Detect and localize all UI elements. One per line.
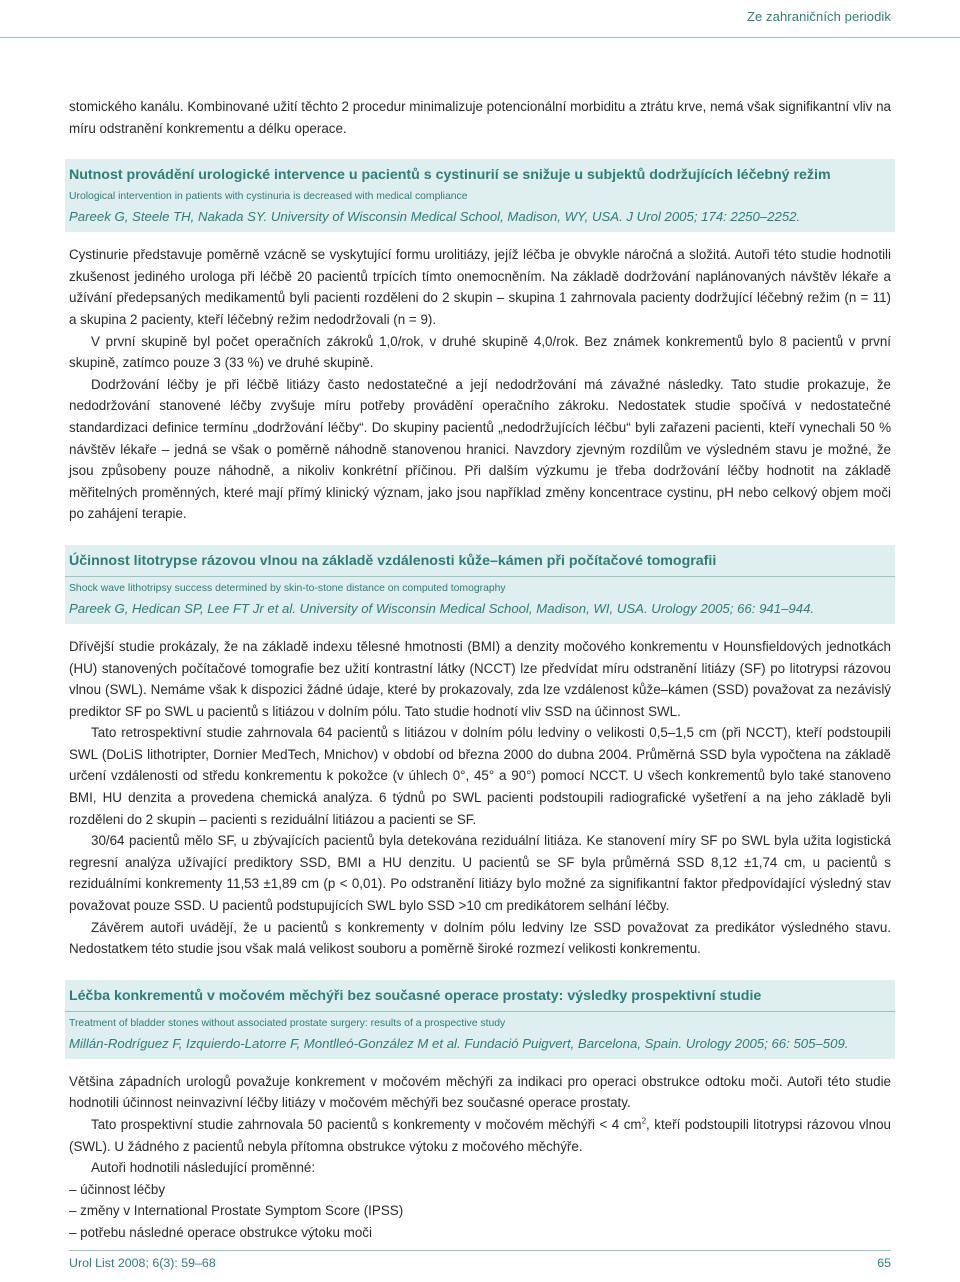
list-item: – potřebu následné operace obstrukce výtoku moči xyxy=(69,1224,372,1240)
article-2-paragraph: Tato retrospektivní studie zahrnovala 64 pacientů s litiázou v dolním pólu ledviny o velikosti 0,5–1,5 cm (při NCCT), kteří podstoupili SWL (DoLiS lithotripter, Dornier MedTech, Mnichov) v období od března 2000 do dubna 2004. Průměrná SSD byla vypočtena na základě určení vzdálenosti od středu konkrementu k pokožce (v úhlech 0°, 45° a 90°) pomocí NCCT. U všech konkrementů bylo také stanoveno BMI, HU denzita a provedena chemická analýza. 6 týdnů po SWL pacienti podstoupili radiografické vyšetření a na jeho základě byli rozděleni do 2 skupin – pacienti s reziduální litiázou a pacienti se SF. xyxy=(69,725,891,827)
article-1-subtitle: Urological intervention in patients with cystinuria is decreased with medical compliance xyxy=(69,191,468,203)
page-content xyxy=(69,96,891,1244)
page-number: 65 xyxy=(877,1256,891,1270)
article-3-header-box xyxy=(65,980,895,1059)
article-2-citation: Pareek G, Hedican SP, Lee FT Jr et al. University of Wisconsin Medical School, Madison, WI, USA. Urology 2005; 66: 941–944. xyxy=(69,600,815,616)
intro-paragraph: stomického kanálu. Kombinované užití těchto 2 procedur minimalizuje potencionální morbiditu a ztrátu krve, nemá však signifikantní vliv na míru odstranění konkrementu a délku operace. xyxy=(69,99,891,136)
article-2-paragraph: Závěrem autoři uvádějí, že u pacientů s konkrementy v dolním pólu ledviny lze SSD považovat za predikátor výsledného stavu. Nedostatkem této studie jsou však malá velikost souboru a poměrně široké rozmezí velikosti konkrementu. xyxy=(69,919,891,957)
list-item: – změny v International Prostate Symptom Score (IPSS) xyxy=(69,1203,404,1219)
article-1-paragraph: Dodržování léčby je při léčbě litiázy často nedostatečné a její nedodržování má závažné následky. Tato studie prokazuje, že nedodržování stanovené léčby zvyšuje míru potřeby provádění operačního zákroku. Nedostatek studie spočívá v nedostatečné standardizaci definice termínu „dodržování léčby“. Do skupiny pacientů „nedodržujících léčbu“ byli zařazeni pacienti, kteří vynechali 50 % návštěv lékaře – jedná se však o poměrně náhodně stanovenou hranici. Navzdory zjevným rozdílům ve výsledném stavu je možné, že jsou způsobeny pouze náhodně, a nikoliv konkrétní příčinou. Při dalším výzkumu je třeba dodržování léčby hodnotit na základě měřitelných proměnných, které mají přímý klinický význam, jako jsou například změny koncentrace cystinu, pH nebo celkový objem moči po zahájení terapie. xyxy=(69,376,891,522)
article-3-citation: Millán-Rodríguez F, Izquierdo-Latorre F, Montlleó-González M et al. Fundació Puigvert, Barcelona, Spain. Urology 2005; 66: 505–509. xyxy=(69,1035,849,1051)
article-1-paragraph: V první skupině byl počet operačních zákroků 1,0/rok, v druhé skupině 4,0/rok. Bez známek konkrementů bylo 8 pacientů v první skupině, zatímco pouze 3 (33 %) ve druhé skupině. xyxy=(69,333,891,371)
article-3-paragraph xyxy=(69,1114,891,1157)
article-2-paragraph: 30/64 pacientů mělo SF, u zbývajících pacientů byla detekována reziduální litiáza. Ke stanovení míry SF po SWL byla užita logistická regresní analýza užívající prediktory SSD, BMI a HU denzitu. U pacientů se SF byla průměrná SSD 8,12 ±1,74 cm, u pacientů s reziduálními konkrementy 11,53 ±1,89 cm (p < 0,01). Po odstranění litiázy bylo možné za signifikantní faktor předpovídající výsledný stav považovat pouze SSD. U pacientů podstupujících SWL bylo SSD >10 cm predikátorem selhání léčby. xyxy=(69,833,891,914)
list-item: – účinnost léčby xyxy=(69,1181,166,1197)
article-2-subtitle: Shock wave lithotripsy success determined by skin-to-stone distance on computed tomography xyxy=(69,582,506,594)
article-3-text: Tato prospektivní studie zahrnovala 50 pacientů s konkrementy v močovém měchýři < 4 cm xyxy=(91,1117,642,1132)
running-header: Ze zahraničních periodik xyxy=(746,9,891,24)
article-1-header-box xyxy=(65,159,895,232)
article-1-title: Nutnost provádění urologické intervence u pacientů s cystinurií se snižuje u subjektů dodržujících léčebný režim xyxy=(69,167,831,184)
footer-divider xyxy=(69,1250,891,1251)
article-3-subtitle: Treatment of bladder stones without associated prostate surgery: results of a prospective study xyxy=(69,1017,506,1029)
footer-journal: Urol List 2008; 6(3): 59–68 xyxy=(69,1256,216,1270)
article-2-paragraph: Dřívější studie prokázaly, že na základě indexu tělesné hmotnosti (BMI) a denzity močového konkrementu v Hounsfieldových jednotkách (HU) stanovených počítačové tomografie bez užití kontrastní látky (NCCT) lze předvídat míru odstranění litiázy (SF) po litotrypsi rázovou vlnou (SWL). Nemáme však k dispozici žádné údaje, které by prokazovaly, zda lze vzdálenost kůže–kámen (SSD) považovat za nezávislý prediktor SF po SWL u pacientů s litiázou v dolním pólu. Tato studie hodnotí vliv SSD na účinnost SWL. xyxy=(69,638,891,719)
article-3-text: , kteří podstoupili litotrypsi rázovou vlnou (SWL). U žádného z pacientů nebyla přítomna obstrukce výtoku z močového měchýře. xyxy=(69,1117,891,1154)
article-1-citation: Pareek G, Steele TH, Nakada SY. University of Wisconsin Medical School, Madison, WY, USA. J Urol 2005; 174: 2250–2252. xyxy=(69,209,801,225)
superscript: 2 xyxy=(641,1116,647,1126)
article-3-paragraph: Většina západních urologů považuje konkrement v močovém měchýři za indikaci pro operaci obstrukce odtoku moči. Autoři této studie hodnotili účinnost neinvazivní léčby litiázy v močovém měchýři bez současné operace prostaty. xyxy=(69,1073,891,1111)
article-2-title: Účinnost litotrypse rázovou vlnou na základě vzdálenosti kůže–kámen při počítačové tomografii xyxy=(69,552,717,569)
article-2-header-box xyxy=(65,545,895,624)
header-divider xyxy=(0,37,960,38)
article-3-title: Léčba konkrementů v močovém měchýři bez současné operace prostaty: výsledky prospektivní studie xyxy=(69,987,762,1004)
article-1-paragraph: Cystinurie představuje poměrně vzácně se vyskytující formu urolitiázy, jejíž léčba je obvykle náročná a složitá. Autoři této studie hodnotili zkušenost jediného urologa při léčbě 20 pacientů trpících tímto onemocněním. Na základě dodržování naplánovaných návštěv lékaře a užívání předepsaných medikamentů byli pacienti rozděleni do 2 skupin – skupina 1 zahrnovala pacienty dodržující léčebný režim (n = 11) a skupina 2 pacienty, kteří léčebný režim nedodržovali (n = 9). xyxy=(69,247,891,327)
article-3-paragraph: Autoři hodnotili následující proměnné: xyxy=(91,1160,316,1176)
